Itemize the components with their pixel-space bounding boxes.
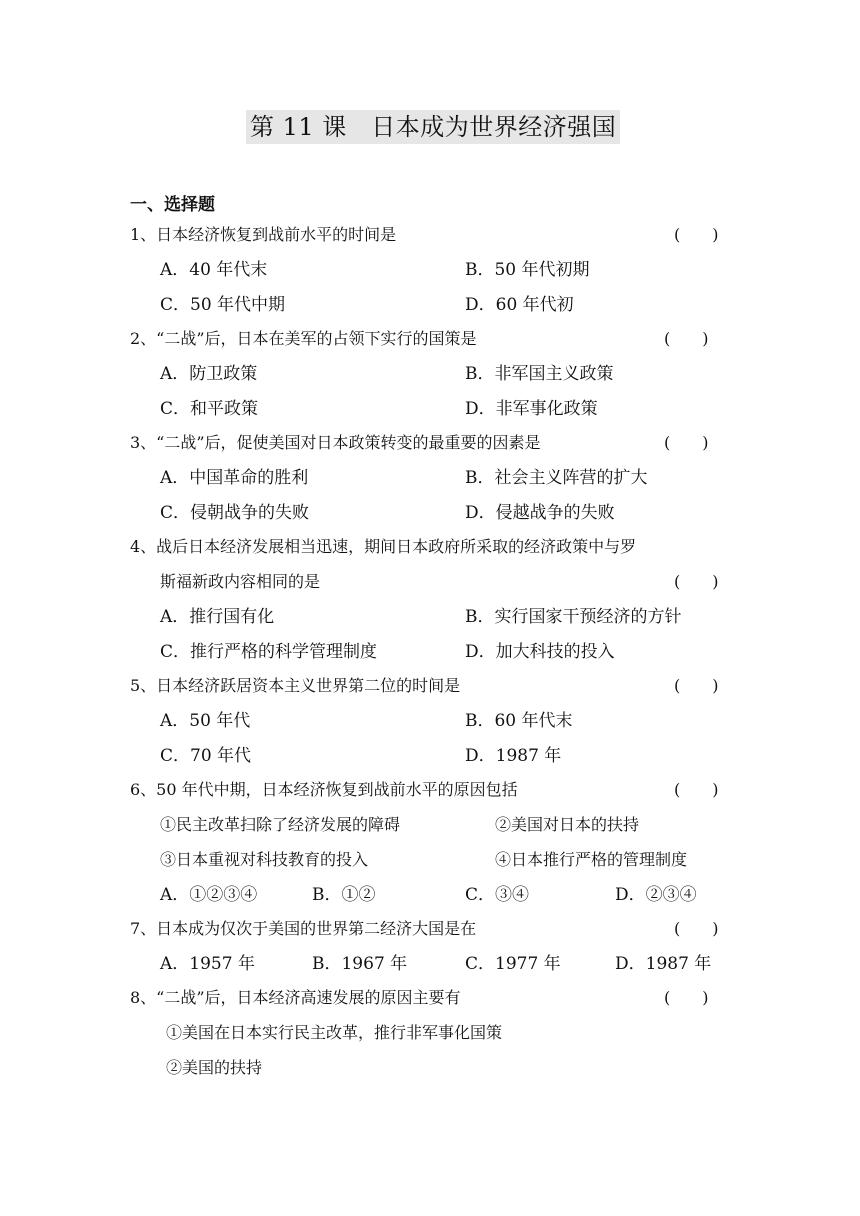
question-3-option-c: C．侵朝战争的失败 xyxy=(160,503,310,523)
question-5-option-a: A．50 年代 xyxy=(160,711,251,731)
question-4-stem-line-2: 斯福新政内容相同的是 xyxy=(160,572,321,591)
question-3-stem: 3、“二战”后，促使美国对日本政策转变的最重要的因素是 xyxy=(130,433,541,452)
question-5-option-b: B．60 年代末 xyxy=(465,711,573,731)
question-6-item-2: ②美国对日本的扶持 xyxy=(495,815,640,834)
question-1-option-a: A．40 年代末 xyxy=(160,260,268,280)
question-7-option-c: C．1977 年 xyxy=(465,954,561,974)
question-7-option-a: A．1957 年 xyxy=(160,954,255,974)
question-3-option-b: B．社会主义阵营的扩大 xyxy=(465,468,648,488)
question-6-stem: 6、50 年代中期，日本经济恢复到战前水平的原因包括 xyxy=(130,780,518,799)
question-2-stem: 2、“二战”后，日本在美军的占领下实行的国策是 xyxy=(130,329,477,348)
question-3-answer-blank: ( ) xyxy=(664,433,709,452)
question-3-option-d: D．侵越战争的失败 xyxy=(465,503,615,523)
question-4-option-d: D．加大科技的投入 xyxy=(465,642,615,662)
question-8-item-2: ②美国的扶持 xyxy=(166,1058,263,1077)
question-2-option-d: D．非军事化政策 xyxy=(465,399,598,419)
question-6-item-1: ①民主改革扫除了经济发展的障碍 xyxy=(160,815,401,834)
question-3-option-a: A．中国革命的胜利 xyxy=(160,468,309,488)
question-4-option-c: C．推行严格的科学管理制度 xyxy=(160,642,378,662)
question-5-option-d: D．1987 年 xyxy=(465,746,562,766)
question-7-option-d: D．1987 年 xyxy=(615,954,712,974)
question-6-item-4: ④日本推行严格的管理制度 xyxy=(495,850,688,869)
question-6-option-a: A．①②③④ xyxy=(160,885,258,905)
question-8-answer-blank: ( ) xyxy=(664,988,709,1007)
question-6-option-b: B．①② xyxy=(312,885,376,905)
question-6-item-3: ③日本重视对科技教育的投入 xyxy=(160,850,369,869)
question-2-option-a: A．防卫政策 xyxy=(160,364,258,384)
question-8-item-1: ①美国在日本实行民主改革，推行非军事化国策 xyxy=(166,1023,503,1042)
question-7-stem: 7、日本成为仅次于美国的世界第二经济大国是在 xyxy=(130,919,477,938)
question-4-answer-blank: ( ) xyxy=(674,572,719,591)
question-4-option-b: B．实行国家干预经济的方针 xyxy=(465,607,682,627)
section-heading: 一、选择题 xyxy=(130,195,215,215)
question-5-answer-blank: ( ) xyxy=(674,676,719,695)
question-5-option-c: C．70 年代 xyxy=(160,746,252,766)
question-2-option-c: C．和平政策 xyxy=(160,399,259,419)
question-6-answer-blank: ( ) xyxy=(674,780,719,799)
question-1-option-c: C．50 年代中期 xyxy=(160,295,286,315)
question-4-option-a: A．推行国有化 xyxy=(160,607,275,627)
question-7-answer-blank: ( ) xyxy=(674,919,719,938)
question-2-option-b: B．非军国主义政策 xyxy=(465,364,614,384)
question-7-option-b: B．1967 年 xyxy=(312,954,408,974)
question-8-stem: 8、“二战”后，日本经济高速发展的原因主要有 xyxy=(130,988,461,1007)
lesson-title: 第 11 课 日本成为世界经济强国 xyxy=(246,110,620,144)
question-2-answer-blank: ( ) xyxy=(664,329,709,348)
question-6-option-c: C．③④ xyxy=(465,885,530,905)
question-5-stem: 5、日本经济跃居资本主义世界第二位的时间是 xyxy=(130,676,461,695)
question-1-option-b: B．50 年代初期 xyxy=(465,260,590,280)
question-1-option-d: D．60 年代初 xyxy=(465,295,574,315)
question-1-stem: 1、日本经济恢复到战前水平的时间是 xyxy=(130,225,397,244)
question-4-stem-line-1: 4、战后日本经济发展相当迅速，期间日本政府所采取的经济政策中与罗 xyxy=(130,537,637,556)
question-1-answer-blank: ( ) xyxy=(674,225,719,244)
question-6-option-d: D．②③④ xyxy=(615,885,697,905)
